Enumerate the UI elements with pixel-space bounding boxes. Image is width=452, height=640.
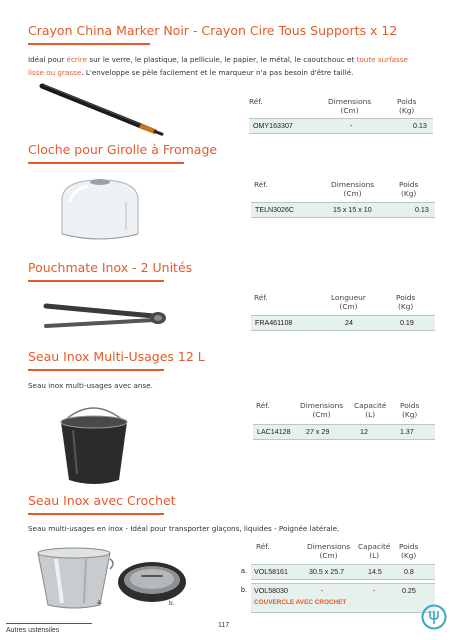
page-number: 117 xyxy=(218,622,230,629)
title-underline xyxy=(28,369,164,371)
title-underline xyxy=(28,162,184,164)
header-length: Longueur (Cm) xyxy=(331,293,366,311)
header-weight: Poids (Kg) xyxy=(396,293,416,311)
pouchmate-tongs-image xyxy=(40,290,172,334)
section-description: Seau multi-usages en inox - Idéal pour transporter glaçons, liquides - Poignée latérale. xyxy=(28,524,340,533)
dimensions-cell: - xyxy=(350,122,353,130)
china-marker-image xyxy=(38,78,168,138)
weight-cell: 0.19 xyxy=(400,319,414,327)
row-marker: a. xyxy=(241,567,247,575)
header-dimensions: Dimensions (Cm) xyxy=(328,97,372,115)
section-title: Pouchmate Inox - 2 Unités xyxy=(28,260,193,275)
header-dimensions: Dimensions (Cm) xyxy=(307,542,351,560)
weight-cell: 0.8 xyxy=(404,568,414,576)
ref-cell: TELN3026C xyxy=(255,206,295,214)
capacity-cell: - xyxy=(373,587,376,595)
weight-cell: 1.37 xyxy=(400,428,414,436)
lid-note: COUVERCLE AVEC CROCHET xyxy=(254,599,347,606)
header-capacity: Capacité (L) xyxy=(354,401,387,419)
table-row xyxy=(251,315,435,331)
header-weight: Poids (Kg) xyxy=(399,542,419,560)
image-label-b: b. xyxy=(169,600,175,607)
dimensions-cell: 27 x 29 xyxy=(306,428,330,436)
weight-cell: 0.13 xyxy=(413,122,427,130)
section-description: Seau inox multi-usages avec anse. xyxy=(28,381,153,390)
footer-category: Autres ustensiles xyxy=(6,627,60,634)
header-weight: Poids (Kg) xyxy=(399,180,419,198)
row-marker: b. xyxy=(241,586,247,594)
fork-circle-icon xyxy=(421,604,447,630)
header-weight: Poids (Kg) xyxy=(400,401,420,419)
ref-cell: VOL58030 xyxy=(254,587,288,595)
header-weight: Poids (Kg) xyxy=(397,97,417,115)
table-row xyxy=(249,118,433,134)
section-title: Crayon China Marker Noir - Crayon Cire Tous Supports x 12 xyxy=(28,23,398,38)
header-ref: Réf. xyxy=(249,97,263,106)
header-ref: Réf. xyxy=(256,401,270,410)
table-row xyxy=(251,583,435,613)
weight-cell: 0.13 xyxy=(415,206,429,214)
bucket-lid-image xyxy=(116,558,188,606)
image-label-a: a. xyxy=(97,599,103,606)
section-title: Seau Inox Multi-Usages 12 L xyxy=(28,349,205,364)
capacity-cell: 14.5 xyxy=(368,568,382,576)
title-underline xyxy=(28,513,164,515)
header-ref: Réf. xyxy=(254,180,268,189)
header-ref: Réf. xyxy=(256,542,270,551)
bucket-image xyxy=(55,400,133,486)
dimensions-cell: - xyxy=(321,587,324,595)
ref-cell: OMY163307 xyxy=(253,122,293,130)
capacity-cell: 12 xyxy=(360,428,368,436)
header-dimensions: Dimensions (Cm) xyxy=(331,180,375,198)
table-row xyxy=(251,564,435,580)
header-dimensions: Dimensions (Cm) xyxy=(300,401,344,419)
dimensions-cell: 15 x 15 x 10 xyxy=(333,206,372,214)
section-description: Idéal pour écrire sur le verre, le plastique, la pellicule, le papier, le métal, le caoutchouc et toute surfasse lisse ou grasse. L'enveloppe se pèle facilement et le marqueur n'a pas besoin d'être taillé. xyxy=(28,55,408,77)
length-cell: 24 xyxy=(345,319,353,327)
table-row xyxy=(251,202,435,218)
weight-cell: 0.25 xyxy=(402,587,416,595)
dimensions-cell: 30.5 x 25.7 xyxy=(309,568,345,576)
ref-cell: VOL58161 xyxy=(254,568,288,576)
title-underline xyxy=(28,43,150,45)
section-title: Cloche pour Girolle à Fromage xyxy=(28,142,218,157)
ref-cell: LAC14128 xyxy=(257,428,291,436)
title-underline xyxy=(28,280,164,282)
header-ref: Réf. xyxy=(254,293,268,302)
header-capacity: Capacité (L) xyxy=(358,542,391,560)
hook-bucket-image xyxy=(34,545,116,609)
section-title: Seau Inox avec Crochet xyxy=(28,493,176,508)
ref-cell: FRA461108 xyxy=(255,319,293,327)
footer-rule xyxy=(6,623,92,624)
cheese-cloche-image xyxy=(58,172,142,244)
table-row xyxy=(253,424,435,440)
